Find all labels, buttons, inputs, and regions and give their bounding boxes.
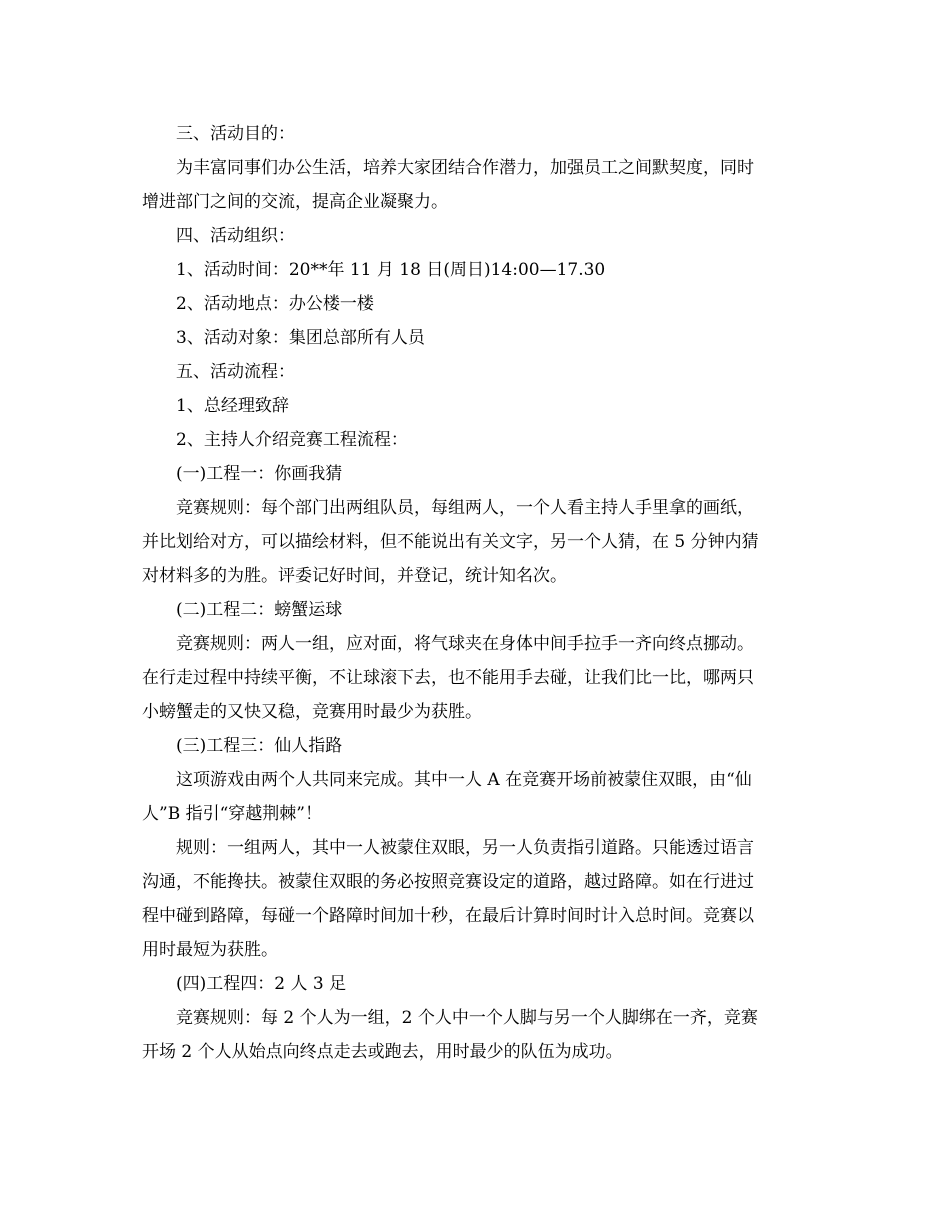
paragraph-line: 小螃蟹走的又快又稳，竞赛用时最少为获胜。	[142, 702, 482, 722]
paragraph-line: 竞赛规则：每 2 个人为一组，2 个人中一个人脚与另一个人脚绑在一齐，竞赛	[176, 1008, 758, 1028]
paragraph-line: 这项游戏由两个人共同来完成。其中一人 A 在竞赛开场前被蒙住双眼，由“仙	[176, 770, 752, 790]
paragraph-line: 增进部门之间的交流，提高企业凝聚力。	[142, 192, 448, 212]
paragraph-line: 开场 2 个人从始点向终点走去或跑去，用时最少的队伍为成功。	[142, 1042, 623, 1062]
subheading-project-four: (四)工程四：2 人 3 足	[176, 974, 347, 994]
paragraph-line: 沟通，不能搀扶。被蒙住双眼的务必按照竞赛设定的道路，越过路障。如在行进过	[142, 872, 754, 892]
paragraph-line: 对材料多的为胜。评委记好时间，并登记，统计知名次。	[142, 566, 567, 586]
paragraph-line: 在行走过程中持续平衡，不让球滚下去，也不能用手去碰，让我们比一比，哪两只	[142, 668, 754, 688]
list-item-speech: 1、总经理致辞	[176, 396, 289, 416]
paragraph-line: 程中碰到路障，每碰一个路障时间加十秒，在最后计算时间时计入总时间。竞赛以	[142, 906, 754, 926]
section-heading-process: 五、活动流程：	[176, 362, 295, 382]
document-body	[142, 117, 812, 1069]
paragraph-line: 人”B 指引“穿越荆棘”！	[142, 804, 322, 824]
section-heading-purpose: 三、活动目的：	[176, 124, 295, 144]
paragraph-line: 竞赛规则：每个部门出两组队员，每组两人，一个人看主持人手里拿的画纸，	[176, 498, 754, 518]
paragraph-line: 并比划给对方，可以描绘材料，但不能说出有关文字，另一个人猜，在 5 分钟内猜	[142, 532, 759, 552]
paragraph-line: 为丰富同事们办公生活，培养大家团结合作潜力，加强员工之间默契度，同时	[176, 158, 754, 178]
section-heading-organization: 四、活动组织：	[176, 226, 295, 246]
subheading-project-two: (二)工程二：螃蟹运球	[176, 600, 343, 620]
paragraph-line: 规则：一组两人，其中一人被蒙住双眼，另一人负责指引道路。只能透过语言	[176, 838, 754, 858]
list-item-audience: 3、活动对象：集团总部所有人员	[176, 328, 425, 348]
list-item-time: 1、活动时间：20**年 11 月 18 日(周日)14:00—17.30	[176, 260, 606, 280]
list-item-host-intro: 2、主持人介绍竞赛工程流程：	[176, 430, 408, 450]
paragraph-line: 竞赛规则：两人一组，应对面，将气球夹在身体中间手拉手一齐向终点挪动。	[176, 634, 754, 654]
paragraph-line: 用时最短为获胜。	[142, 940, 278, 960]
subheading-project-one: (一)工程一：你画我猜	[176, 464, 343, 484]
subheading-project-three: (三)工程三：仙人指路	[176, 736, 343, 756]
list-item-location: 2、活动地点：办公楼一楼	[176, 294, 374, 314]
